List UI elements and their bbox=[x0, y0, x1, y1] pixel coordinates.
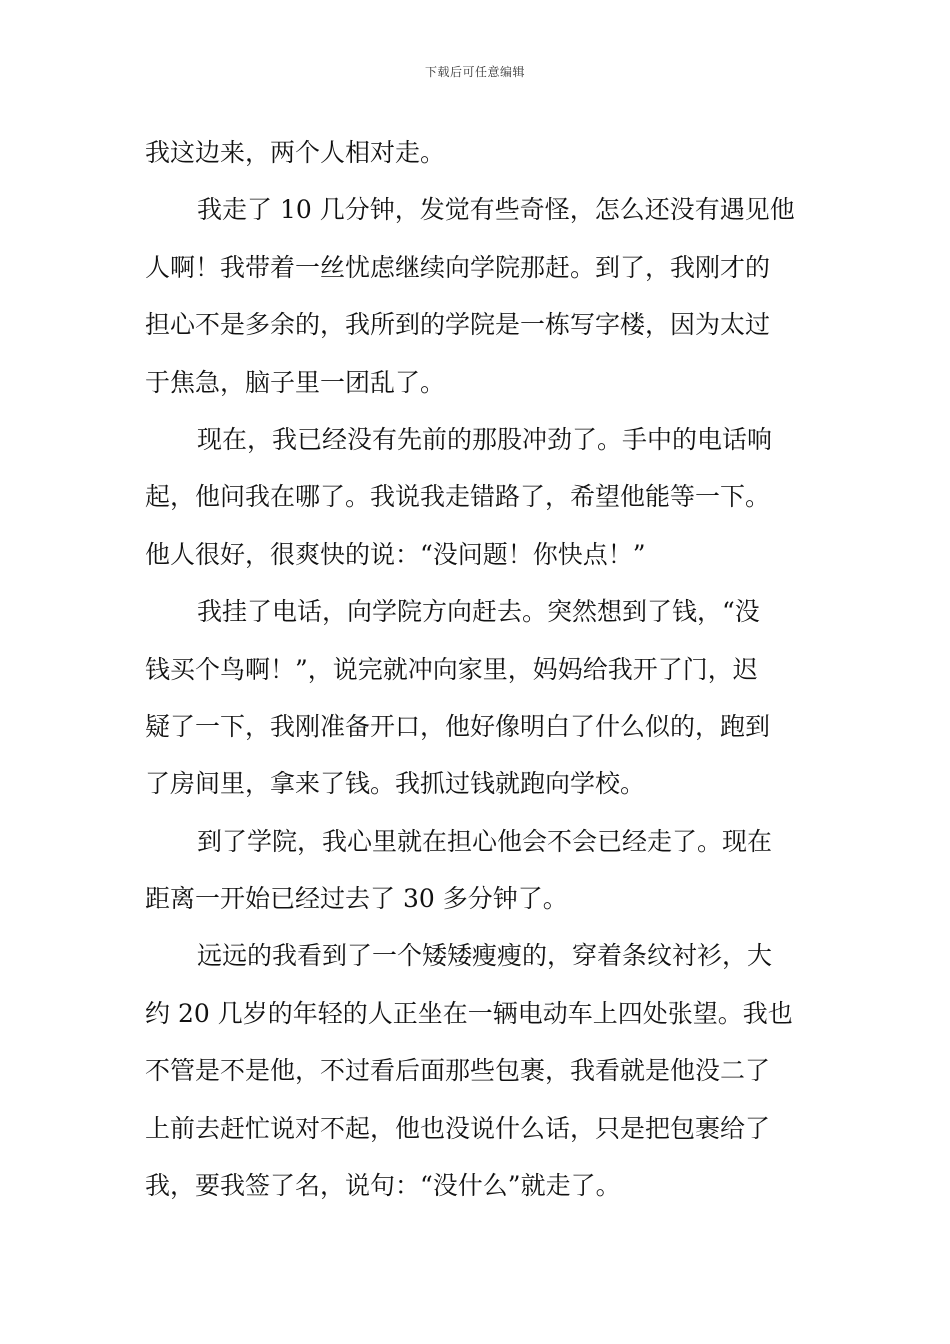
text-line: 我走了 10 几分钟，发觉有些奇怪，怎么还没有遇见他 bbox=[197, 195, 795, 225]
text-line: 我挂了电话，向学院方向赶去。突然想到了钱，“没 bbox=[197, 597, 760, 627]
text-line: 距离一开始已经过去了 30 多分钟了。 bbox=[145, 884, 568, 914]
text-line: 上前去赶忙说对不起，他也没说什么话，只是把包裹给了 bbox=[145, 1113, 771, 1143]
text-line: 起，他问我在哪了。我说我走错路了，希望他能等一下。 bbox=[145, 482, 771, 512]
text-line: 不管是不是他，不过看后面那些包裹，我看就是他没二了 bbox=[145, 1056, 771, 1086]
text-line: 现在，我已经没有先前的那股冲劲了。手中的电话响 bbox=[197, 424, 773, 454]
text-line: 人啊！我带着一丝忧虑继续向学院那赶。到了，我刚才的 bbox=[145, 252, 771, 282]
text-line: 疑了一下，我刚准备开口，他好像明白了什么似的，跑到 bbox=[145, 711, 771, 741]
text-line: 担心不是多余的，我所到的学院是一栋写字楼，因为太过 bbox=[145, 310, 771, 340]
text-line: 于焦急，脑子里一团乱了。 bbox=[145, 367, 446, 397]
text-line: 到了学院，我心里就在担心他会不会已经走了。现在 bbox=[197, 826, 773, 856]
text-line: 远远的我看到了一个矮矮瘦瘦的，穿着条纹衬衫，大 bbox=[197, 941, 773, 971]
header-note: 下载后可任意编辑 bbox=[424, 65, 525, 79]
text-line: 钱买个鸟啊！”，说完就冲向家里，妈妈给我开了门，迟 bbox=[145, 654, 758, 684]
text-line: 我，要我签了名，说句：“没什么”就走了。 bbox=[145, 1171, 621, 1201]
text-line: 我这边来，两个人相对走。 bbox=[145, 138, 446, 167]
body-text bbox=[145, 124, 815, 1214]
text-line: 约 20 几岁的年轻的人正坐在一辆电动车上四处张望。我也 bbox=[145, 998, 793, 1028]
text-line: 了房间里，拿来了钱。我抓过钱就跑向学校。 bbox=[145, 769, 646, 799]
text-line: 他人很好，很爽快的说：“没问题！你快点！” bbox=[145, 539, 646, 569]
